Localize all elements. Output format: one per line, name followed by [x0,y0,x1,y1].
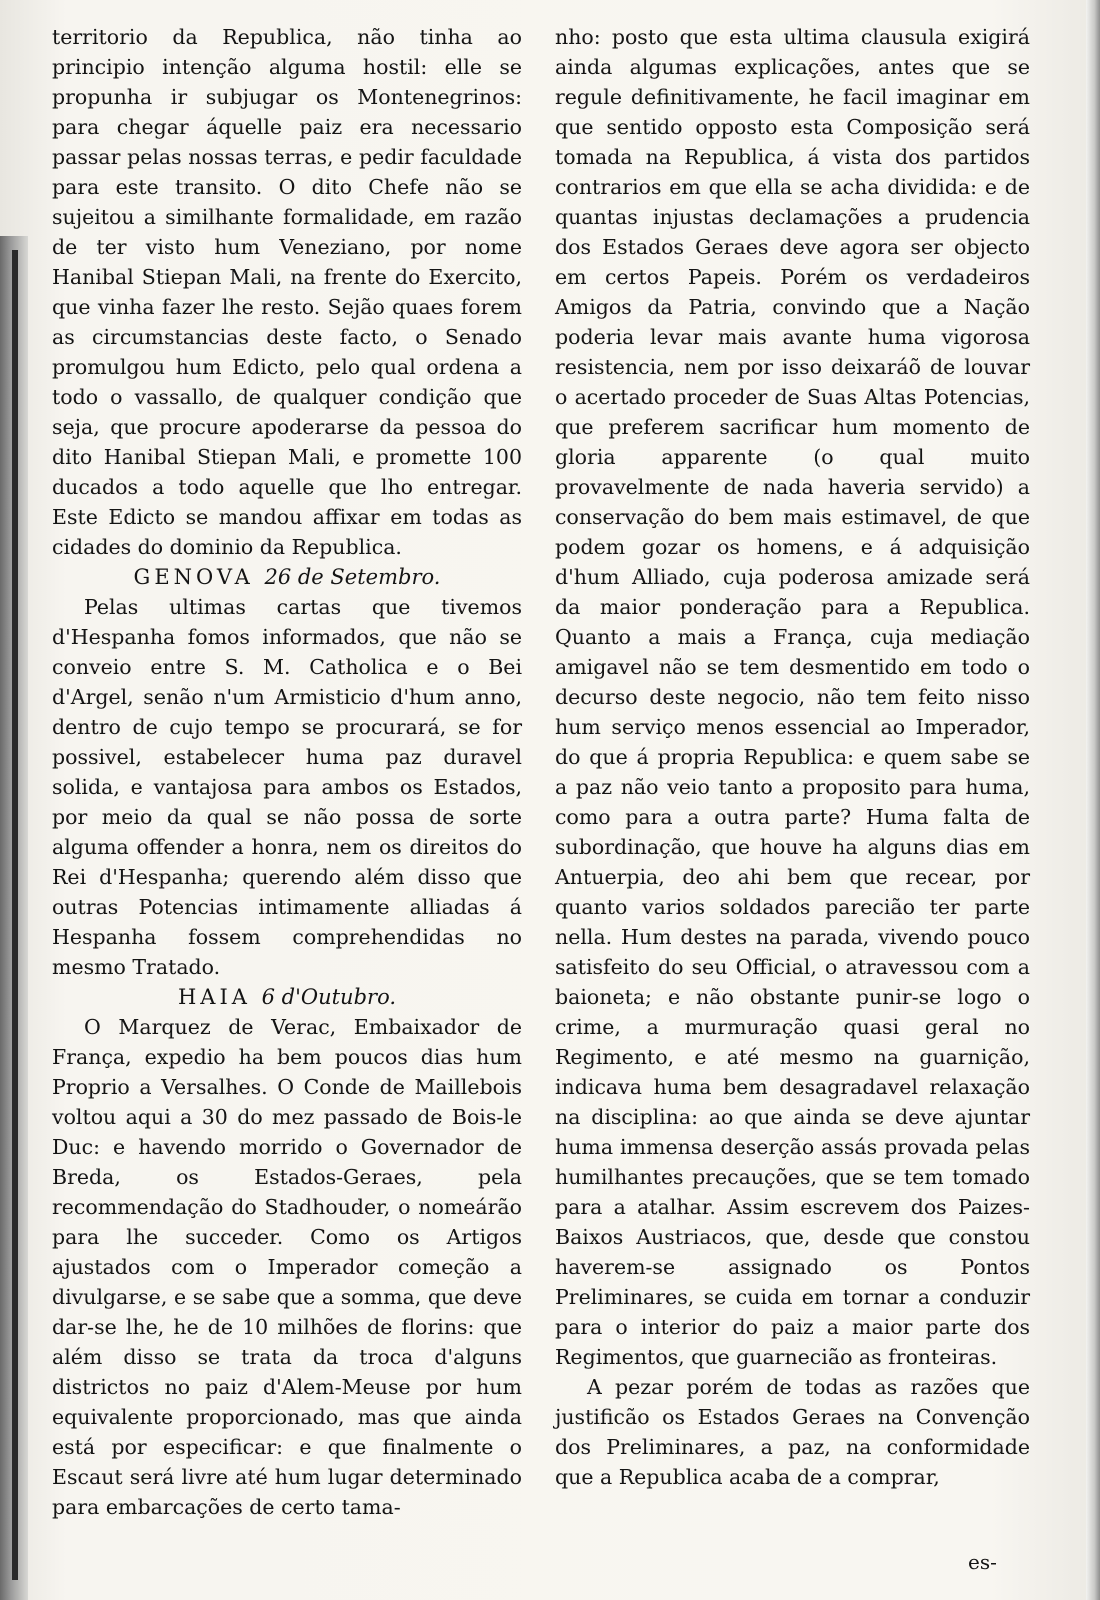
article-venice-continuation: territorio da Republica, não tinha ao principio intenção alguma hostil: elle se propunha ir subjugar os Montenegrinos: para chegar áquelle paiz era necessario passar pelas nossas terras, e pedir faculdade para este transito. O dito Chefe não se sujeitou a similhante formalidade, em razão de ter visto hum Veneziano, por nome Hanibal Stiepan Mali, na frente do Exercito, que vinha fazer lhe resto. Sejão quaes forem as circumstancias deste facto, o Senado promulgou hum Edicto, pelo qual ordena a todo o vassallo, de qualquer condição que seja, que procure apoderarse da pessoa do dito Hanibal Stiepan Mali, e promette 100 ducados a todo aquelle que lho entregar. Este Edicto se mandou affixar em todas as cidades do dominio da Republica. [52,25,522,559]
dateline-genova-date: 26 de Setembro. [264,565,441,589]
page-right-edge [1086,0,1100,1600]
article-haia: O Marquez de Verac, Embaixador de França, expedio ha bem poucos dias hum Proprio a Versalhes. O Conde de Maillebois voltou aqui a 30 do mez passado de Bois-le Duc: e havendo morrido o Governador de Breda, os Estados-Geraes, pela recommendação do Stadhouder, o nomeárão para lhe succeder. Como os Artigos ajustados com o Imperador começão a divulgarse, e se sabe que a somma, que deve dar-se lhe, he de 10 milhões de florins: que além disso se trata da troca d'alguns districtos no paiz d'Alem-Meuse por hum equivalente proporcionado, mas que ainda está por especificar: e que finalmente o Escaut será livre até hum lugar determinado para embarcações de certo tama- [52,1015,522,1519]
binding-edge-line [12,250,18,1580]
dateline-haia-date: 6 d'Outubro. [261,985,397,1009]
article-preliminaries: A pezar porém de todas as razões que justificão os Estados Geraes na Convenção dos Preliminares, a paz, na conformidade que a Republica acaba de a comprar, [555,1375,1030,1489]
right-column [555,22,1030,1492]
catchword: es- [968,1550,997,1574]
left-column [52,22,522,1522]
dateline-haia-place: HAIA [177,985,251,1009]
dateline-haia [52,982,522,1012]
article-haia-continuation: nho: posto que esta ultima clausula exigirá ainda algumas explicações, antes que se regule definitivamente, he facil imaginar em que sentido opposto esta Composição será tomada na Republica, á vista dos partidos contrarios em que ella se acha dividida: e de quantas injustas declamações a prudencia dos Estados Geraes deve agora ser objecto em certos Papeis. Porém os verdadeiros Amigos da Patria, convindo que a Nação poderia levar mais avante huma vigorosa resistencia, nem por isso deixaráõ de louvar o acertado proceder de Suas Altas Potencias, que preferem sacrificar hum momento de gloria apparente (o qual muito provavelmente de nada haveria servido) a conservação do bem mais estimavel, de que podem gozar os homens, e á adquisição d'hum Alliado, cuja poderosa amizade será da maior ponderação para a Republica. Quanto a mais a França, cuja mediação amigavel não se tem desmentido em todo o decurso deste negocio, não tem feito nisso hum serviço menos essencial ao Imperador, do que á propria Republica: e quem sabe se a paz não veio tanto a proposito para huma, como para a outra parte? Huma falta de subordinação, que houve ha alguns dias em Antuerpia, deo ahi bem que recear, por quanto varios soldados parecião ter parte nella. Hum destes na parada, vivendo pouco satisfeito do seu Official, o atravessou com a baioneta; e não obstante punir-se logo o crime, a murmuração quasi geral no Regimento, e até mesmo na guarnição, indicava huma bem desagradavel relaxação na disciplina: ao que ainda se deve ajuntar huma immensa deserção assás provada pelas humilhantes precauções, que se tem tomado para a atalhar. Assim escrevem dos Paizes-Baixos Austriacos, que, desde que constou haverem-se assignado os Pontos Preliminares, se cuida em tornar a conduzir para o interior do paiz a maior parte dos Regimentos, que guarnecião as fronteiras. [555,25,1030,1369]
dateline-genova-place: GENOVA [133,565,254,589]
dateline-genova [52,562,522,592]
article-genova: Pelas ultimas cartas que tivemos d'Hespanha fomos informados, que não se conveio entre S. M. Catholica e o Bei d'Argel, senão n'um Armisticio d'hum anno, dentro de cujo tempo se procurará, se for possivel, estabelecer huma paz duravel solida, e vantajosa para ambos os Estados, por meio da qual se não possa de sorte alguma offender a honra, nem os direitos do Rei d'Hespanha; querendo além disso que outras Potencias intimamente alliadas á Hespanha fossem comprehendidas no mesmo Tratado. [52,595,522,979]
